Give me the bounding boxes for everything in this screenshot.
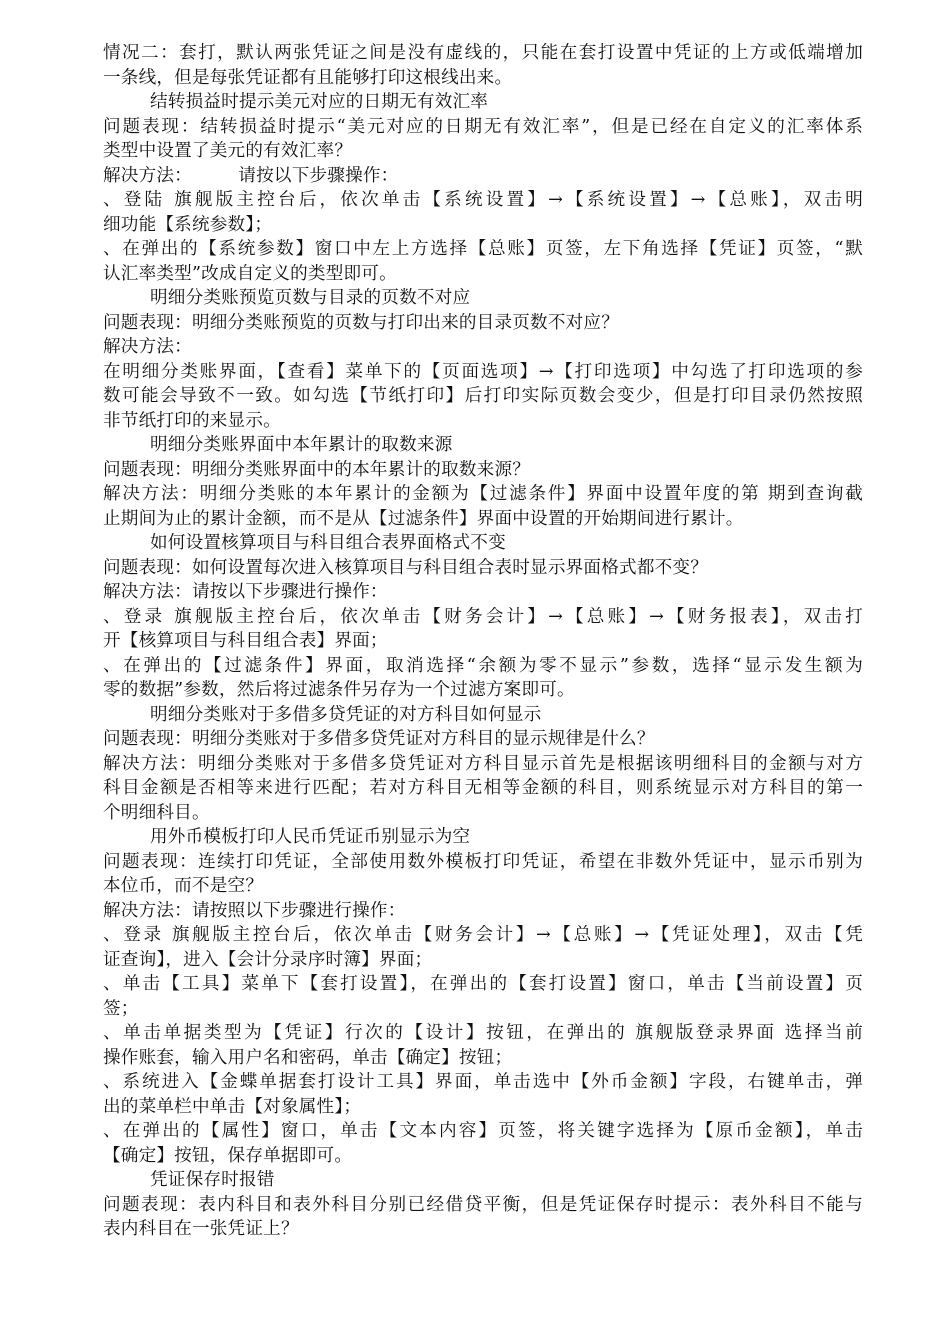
text-line: 零的数据”参数，然后将过滤条件另存为一个过滤方案即可。 [103, 680, 575, 700]
text-line: 解决方法： [103, 337, 192, 357]
text-line: 科目金额是否相等来进行匹配；若对方科目无相等金额的科目，则系统显示对方科目的第一 [103, 778, 863, 798]
text-line: 问题表现：表内科目和表外科目分别已经借贷平衡，但是凭证保存时提示：表外科目不能与 [103, 1194, 863, 1215]
text-line: 在明细分类账界面，【查看】菜单下的【页面选项】→【打印选项】中勾选了打印选项的参 [103, 361, 863, 382]
section-heading: 凭证保存时报错 [150, 1170, 275, 1190]
text-line: 签； [103, 998, 139, 1019]
text-line: 、登录 旗舰版主控台后，依次单击【财务会计】→【总账】→【财务报表】，双击打 [103, 606, 863, 627]
text-line: 细功能【系统参数】； [103, 214, 273, 235]
text-line: 、单击单据类型为【凭证】行次的【设计】按钮，在弹出的 旗舰版登录界面 选择当前 [103, 1023, 863, 1043]
section-heading: 如何设置核算项目与科目组合表界面格式不变 [150, 533, 506, 553]
text-line: 、系统进入【金蝶单据套打设计工具】界面，单击选中【外币金额】字段，右键单击，弹 [103, 1072, 863, 1092]
text-line: 出的菜单栏中单击【对象属性】； [103, 1096, 362, 1117]
text-line: 一条线，但是每张凭证都有且能够打印这根线出来。 [103, 67, 513, 88]
text-line: 情况二：套打，默认两张凭证之间是没有虚线的，只能在套打设置中凭证的上方或低端增加 [103, 43, 863, 63]
section-heading: 明细分类账对于多借多贷凭证的对方科目如何显示 [150, 704, 542, 725]
text-line: 问题表现：明细分类账预览的页数与打印出来的目录页数不对应？ [103, 312, 620, 333]
text-line: 问题表现：如何设置每次进入核算项目与科目组合表时显示界面格式都不变？ [103, 557, 708, 578]
text-line: 解决方法：请按照以下步骤进行操作： [103, 900, 406, 921]
text-line: 、登录 旗舰版主控台后，依次单击【财务会计】→【总账】→【凭证处理】，双击【凭 [103, 925, 863, 945]
text-line: 解决方法： 请按以下步骤操作： [103, 165, 399, 186]
text-line: 类型中设置了美元的有效汇率？ [103, 141, 353, 161]
text-line: 问题表现：结转损益时提示“美元对应的日期无有效汇率”，但是已经在自定义的汇率体系 [103, 116, 863, 137]
text-line: 解决方法：请按以下步骤进行操作： [103, 582, 388, 602]
text-line: 非节纸打印的来显示。 [103, 410, 281, 431]
text-line: 证查询】，进入【会计分录序时簿】界面； [103, 949, 433, 970]
text-line: 操作账套，输入用户名和密码，单击【确定】按钮； [103, 1047, 513, 1068]
section-heading: 结转损益时提示美元对应的日期无有效汇率 [150, 92, 489, 112]
text-line: 解决方法：明细分类账的本年累计的金额为【过滤条件】界面中设置年度的第 期到查询截 [103, 484, 863, 504]
text-line: 个明细科目。 [103, 802, 210, 823]
text-line: 表内科目在一张凭证上？ [103, 1219, 299, 1239]
section-heading: 用外币模板打印人民币凭证币别显示为空 [150, 827, 471, 847]
document-body [103, 41, 863, 1242]
text-line: 本位币，而不是空？ [103, 876, 264, 896]
text-line: 、在弹出的【属性】窗口，单击【文本内容】页签，将关键字选择为【原币金额】，单击 [103, 1121, 863, 1141]
section-heading: 明细分类账预览页数与目录的页数不对应 [150, 288, 471, 308]
text-line: 、登陆 旗舰版主控台后，依次单击【系统设置】→【系统设置】→【总账】，双击明 [103, 190, 863, 210]
section-heading: 明细分类账界面中本年累计的取数来源 [150, 435, 453, 455]
text-line: 解决方法：明细分类账对于多借多贷凭证对方科目显示首先是根据该明细科目的金额与对方 [103, 753, 863, 774]
text-line: 数可能会导致不一致。如勾选【节纸打印】后打印实际页数会变少，但是打印目录仍然按照 [103, 386, 863, 406]
text-line: 问题表现：明细分类账界面中的本年累计的取数来源？ [103, 459, 531, 480]
text-line: 、在弹出的【系统参数】窗口中左上方选择【总账】页签，左下角选择【凭证】页签，“默 [103, 239, 863, 259]
text-line: 止期间为止的累计金额，而不是从【过滤条件】界面中设置的开始期间进行累计。 [103, 508, 744, 529]
text-line: 开【核算项目与科目组合表】界面； [103, 631, 388, 651]
text-line: 问题表现：连续打印凭证，全部使用数外模板打印凭证，希望在非数外凭证中，显示币别为 [103, 851, 863, 872]
text-line: 【确定】按钮，保存单据即可。 [103, 1145, 353, 1166]
text-line: 问题表现：明细分类账对于多借多贷凭证对方科目的显示规律是什么？ [103, 729, 655, 749]
text-line: 、在弹出的【过滤条件】界面，取消选择“余额为零不显示”参数，选择“显示发生额为 [103, 655, 863, 676]
text-line: 、单击【工具】菜单下【套打设置】，在弹出的【套打设置】窗口，单击【当前设置】页 [103, 974, 863, 994]
text-line: 认汇率类型”改成自定义的类型即可。 [103, 263, 397, 284]
